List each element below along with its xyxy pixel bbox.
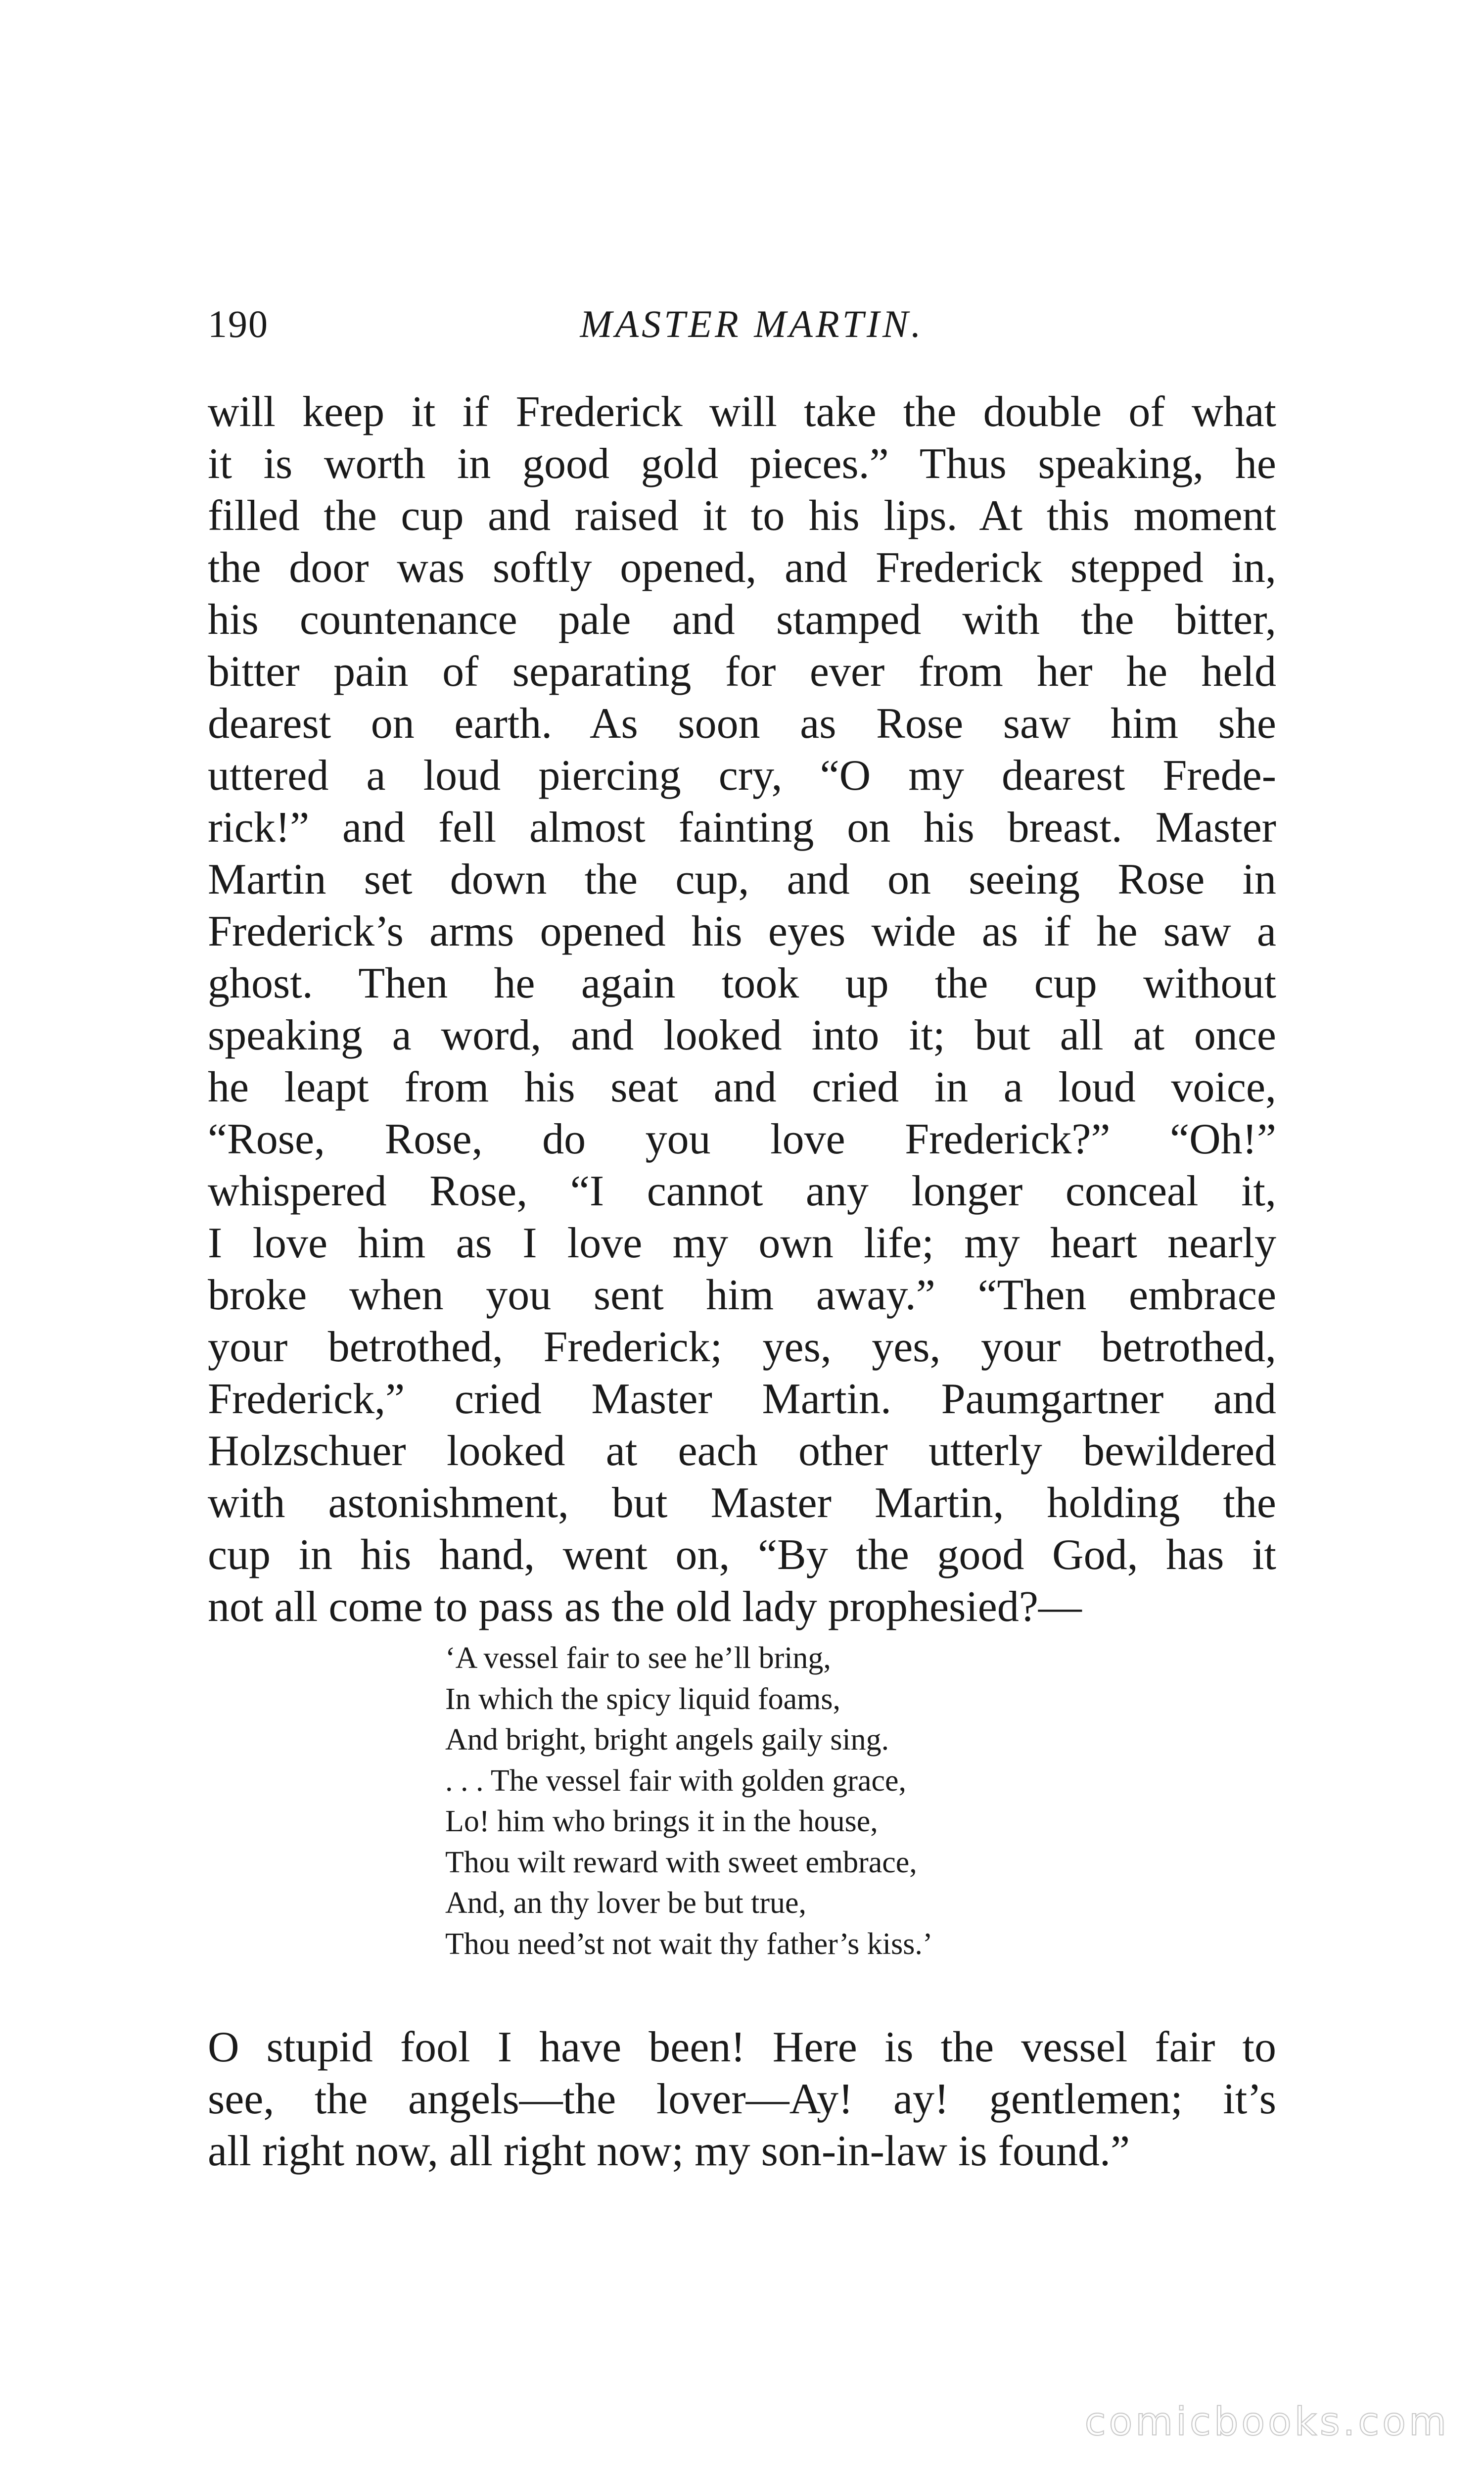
verse-line: And bright, bright angels gaily sing. xyxy=(445,1723,889,1757)
text-line: Holzschuer looked at each other utterly bewildered xyxy=(208,1427,1276,1475)
verse-line: ‘A vessel fair to see he’ll bring, xyxy=(445,1641,831,1675)
page-number: 190 xyxy=(208,302,269,345)
text-line: the door was softly opened, and Frederick stepped in, xyxy=(208,544,1276,592)
verse-quotation xyxy=(445,1638,1187,1964)
closing-paragraph xyxy=(208,2021,1276,2177)
running-head xyxy=(208,297,1296,351)
text-line: he leapt from his seat and cried in a loud voice, xyxy=(208,1063,1276,1111)
watermark-logo: comicbooks.com xyxy=(1084,2400,1449,2444)
text-line: speaking a word, and looked into it; but all at once xyxy=(208,1011,1276,1059)
main-paragraph xyxy=(208,386,1276,1633)
text-line: cup in his hand, went on, “By the good God, has it xyxy=(208,1531,1276,1579)
verse-line: Lo! him who brings it in the house, xyxy=(445,1805,878,1838)
text-line: I love him as I love my own life; my heart nearly xyxy=(208,1219,1276,1267)
text-line: his countenance pale and stamped with the bitter, xyxy=(208,596,1276,644)
text-line: broke when you sent him away.” “Then embrace xyxy=(208,1271,1276,1319)
text-line: filled the cup and raised it to his lips. At this moment xyxy=(208,492,1276,540)
verse-line: And, an thy lover be but true, xyxy=(445,1886,807,1920)
text-line: your betrothed, Frederick; yes, yes, your betrothed, xyxy=(208,1323,1276,1371)
verse-line: . . . The vessel fair with golden grace, xyxy=(445,1763,906,1798)
text-line: O stupid fool I have been! Here is the vessel fair to xyxy=(208,2023,1276,2071)
verse-line: Thou need’st not wait thy father’s kiss.’ xyxy=(445,1927,933,1961)
verse-line: In which the spicy liquid foams, xyxy=(445,1682,840,1716)
text-line: Frederick’s arms opened his eyes wide as if he saw a xyxy=(208,907,1276,955)
text-line: dearest on earth. As soon as Rose saw him she xyxy=(208,700,1276,748)
text-line: with astonishment, but Master Martin, holding the xyxy=(208,1479,1276,1527)
text-line: all right now, all right now; my son-in-law is found.” xyxy=(208,2127,1130,2175)
text-line: bitter pain of separating for ever from her he held xyxy=(208,648,1276,696)
running-title: MASTER MARTIN. xyxy=(580,302,924,345)
verse-line: Thou wilt reward with sweet embrace, xyxy=(445,1845,917,1879)
text-line: “Rose, Rose, do you love Frederick?” “Oh!” xyxy=(208,1115,1276,1163)
text-line: whispered Rose, “I cannot any longer conceal it, xyxy=(208,1167,1276,1215)
text-line: Frederick,” cried Master Martin. Paumgartner and xyxy=(208,1375,1276,1423)
text-line: rick!” and fell almost fainting on his breast. Master xyxy=(208,804,1276,852)
text-line: not all come to pass as the old lady prophesied?— xyxy=(208,1583,1082,1631)
text-line: ghost. Then he again took up the cup without xyxy=(208,959,1276,1007)
text-line: see, the angels—the lover—Ay! ay! gentlemen; it’s xyxy=(208,2075,1276,2123)
text-line: uttered a loud piercing cry, “O my dearest Frede- xyxy=(208,752,1276,800)
text-line: will keep it if Frederick will take the double of what xyxy=(208,388,1276,436)
text-line: it is worth in good gold pieces.” Thus speaking, he xyxy=(208,440,1276,488)
text-line: Martin set down the cup, and on seeing Rose in xyxy=(208,856,1276,904)
